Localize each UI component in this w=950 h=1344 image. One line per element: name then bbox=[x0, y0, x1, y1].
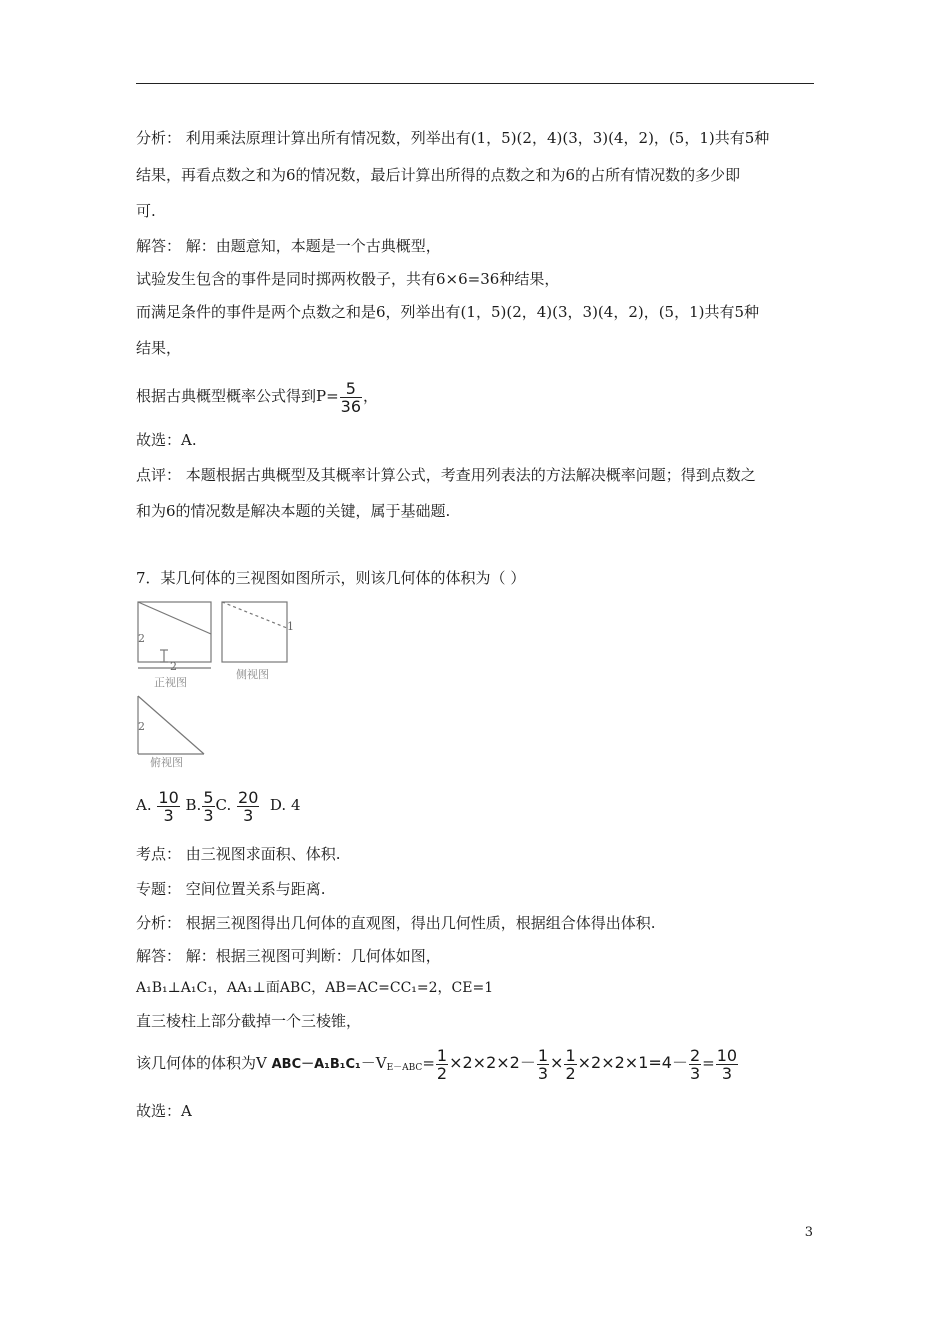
solution-7-line-2: A₁B₁⊥A₁C₁，AA₁⊥面ABC，AB=AC=CC₁=2，CE=1 bbox=[136, 980, 494, 996]
two-thirds-denominator: 3 bbox=[689, 1063, 701, 1083]
kaodian-line: 考点： 由三视图求面积、体积. bbox=[136, 845, 341, 863]
solution-line-3: 而满足条件的事件是两个点数之和是6，列举出有(1，5)(2，4)(3，3)(4，2)，(5，1)共有5种 bbox=[136, 303, 760, 321]
probability-prefix: 根据古典概型概率公式得到P= bbox=[136, 387, 339, 405]
comment-line-1: 点评： 本题根据古典概型及其概率计算公式，考查用列表法的方法解决概率问题；得到点数之 bbox=[136, 466, 756, 484]
side-view-dim: 1 bbox=[287, 620, 294, 633]
volume-equals: = bbox=[422, 1054, 435, 1072]
volume-product-1: ×2×2×2－ bbox=[449, 1053, 536, 1072]
option-a-prefix: A. bbox=[136, 796, 152, 814]
option-a-denominator: 3 bbox=[163, 805, 174, 825]
solution-line-2: 试验发生包含的事件是同时掷两枚骰子，共有6×6=36种结果， bbox=[136, 270, 560, 288]
result-fraction bbox=[716, 1047, 738, 1082]
two-thirds-fraction bbox=[689, 1047, 701, 1082]
question-7-stem: 7．某几何体的三视图如图所示，则该几何体的体积为（ ） bbox=[136, 569, 526, 587]
half-numerator-2: 1 bbox=[565, 1045, 576, 1065]
front-view-dim-width: 2 bbox=[170, 660, 177, 673]
side-view-label: 侧视图 bbox=[236, 668, 269, 681]
half-fraction-1 bbox=[436, 1047, 448, 1082]
option-c-prefix: C. bbox=[215, 796, 232, 814]
front-view-slope bbox=[138, 602, 211, 634]
page-number: 3 bbox=[804, 1225, 813, 1240]
option-b-fraction bbox=[202, 789, 214, 824]
result-numerator: 10 bbox=[716, 1045, 738, 1065]
probability-numerator: 5 bbox=[340, 380, 362, 398]
half-denominator-2: 2 bbox=[565, 1063, 576, 1083]
option-a-fraction bbox=[157, 789, 179, 824]
option-b-prefix: B. bbox=[185, 796, 202, 814]
third-fraction bbox=[537, 1047, 549, 1082]
top-view-label: 俯视图 bbox=[150, 756, 183, 769]
result-equals: = bbox=[702, 1054, 715, 1072]
comment-line-2: 和为6的情况数是解决本题的关键，属于基础题. bbox=[136, 502, 451, 520]
option-b-numerator: 5 bbox=[203, 787, 214, 807]
analysis-line-1: 分析： 利用乘法原理计算出所有情况数，列举出有(1，5)(2，4)(3，3)(4，2)，(5，1)共有5种 bbox=[136, 129, 770, 147]
side-view-dashed bbox=[222, 602, 287, 628]
result-denominator: 3 bbox=[721, 1063, 733, 1083]
solution-7-volume-line bbox=[136, 1043, 739, 1088]
solution-7-line-3: 直三棱柱上部分截掉一个三棱锥， bbox=[136, 1012, 362, 1030]
choice-7-line: 故选：A bbox=[136, 1102, 192, 1120]
analysis-7-line: 分析： 根据三视图得出几何体的直观图，得出几何性质，根据组合体得出体积. bbox=[136, 914, 656, 932]
solution-7-line-1: 解答： 解：根据三视图可判断：几何体如图， bbox=[136, 947, 441, 965]
analysis-line-2: 结果，再看点数之和为6的情况数，最后计算出所得的点数之和为6的占所有情况数的多少即 bbox=[136, 166, 741, 184]
volume-prefix: 该几何体的体积为V bbox=[136, 1054, 272, 1072]
question-7-options bbox=[136, 785, 301, 825]
solution-line-4: 结果， bbox=[136, 339, 182, 357]
option-a-numerator: 10 bbox=[158, 787, 179, 807]
probability-denominator: 36 bbox=[340, 396, 362, 416]
volume-product-2: ×2×2×1=4－ bbox=[577, 1053, 688, 1072]
probability-fraction bbox=[340, 380, 362, 415]
analysis-line-3: 可. bbox=[136, 202, 156, 220]
option-b-denominator: 3 bbox=[203, 805, 214, 825]
front-view-dim-height: 2 bbox=[138, 632, 145, 645]
solution-probability-line bbox=[136, 376, 378, 416]
option-c-denominator: 3 bbox=[243, 805, 254, 825]
zhuanti-line: 专题： 空间位置关系与距离. bbox=[136, 880, 326, 898]
half-denominator-1: 2 bbox=[436, 1063, 448, 1083]
solution-line-1: 解答： 解：由题意知，本题是一个古典概型， bbox=[136, 237, 441, 255]
half-fraction-2 bbox=[564, 1047, 576, 1082]
volume-subscript-2: E－ABC bbox=[386, 1063, 423, 1073]
volume-minus-v: －V bbox=[360, 1054, 387, 1072]
choice-line-1: 故选：A. bbox=[136, 431, 197, 449]
volume-times: × bbox=[550, 1053, 564, 1072]
option-c-numerator: 20 bbox=[238, 787, 259, 807]
third-numerator: 1 bbox=[537, 1045, 549, 1065]
volume-subscript-1: ABC－A₁B₁C₁ bbox=[271, 1057, 361, 1072]
top-view-dim: 2 bbox=[138, 720, 145, 733]
third-denominator: 3 bbox=[537, 1063, 549, 1083]
front-view-label: 正视图 bbox=[154, 676, 187, 689]
half-numerator-1: 1 bbox=[436, 1045, 448, 1065]
header-rule bbox=[136, 83, 814, 84]
front-view-outline bbox=[138, 602, 211, 662]
probability-suffix: ， bbox=[363, 387, 379, 405]
top-view-diagonal bbox=[138, 696, 204, 754]
option-c-fraction bbox=[237, 789, 259, 824]
side-view-outline bbox=[222, 602, 287, 662]
option-d: D. 4 bbox=[269, 796, 301, 814]
two-thirds-numerator: 2 bbox=[689, 1045, 701, 1065]
